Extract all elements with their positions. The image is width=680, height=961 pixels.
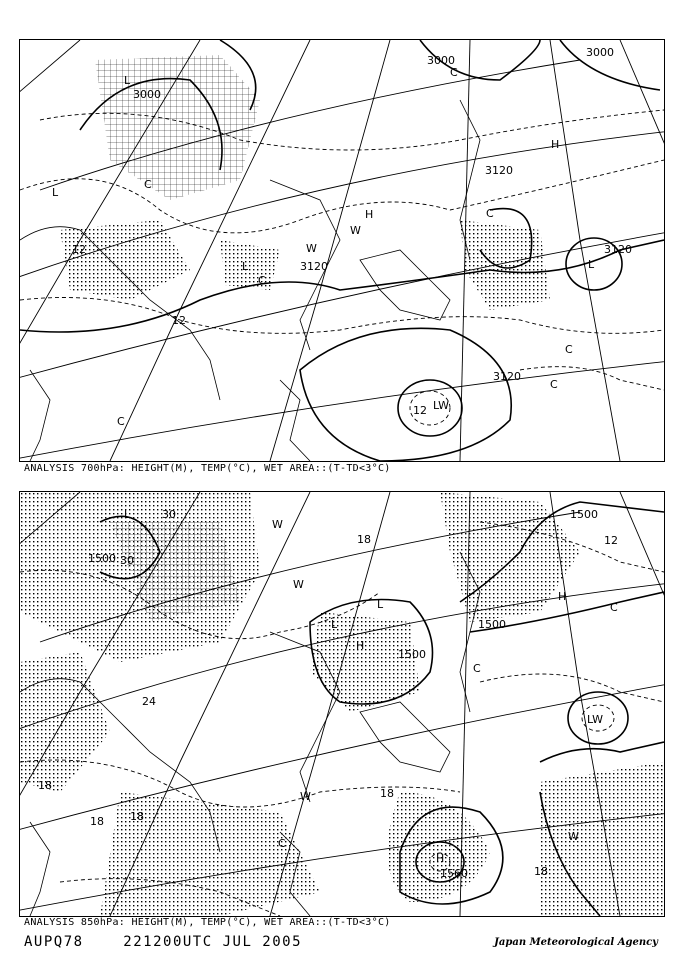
temp-label: C bbox=[610, 601, 618, 614]
height-label: 3000 bbox=[586, 46, 614, 59]
pressure-center: L bbox=[124, 508, 131, 521]
height-label: 3120 bbox=[300, 260, 328, 273]
temp-label: 24 bbox=[142, 695, 156, 708]
temp-label: C bbox=[473, 662, 481, 675]
caption-850hpa: ANALYSIS 850hPa: HEIGHT(M), TEMP(°C), WET AREA::(T-TD<3°C) bbox=[24, 917, 391, 928]
pressure-center: L bbox=[588, 258, 595, 271]
pressure-center: W bbox=[568, 830, 579, 843]
temp-label: 18 bbox=[357, 533, 371, 546]
product-id: AUPQ78 bbox=[24, 934, 84, 950]
height-label: 3000 bbox=[133, 88, 161, 101]
pressure-center: H bbox=[558, 590, 567, 603]
temp-label: 18 bbox=[380, 787, 394, 800]
pressure-center: W bbox=[300, 790, 311, 803]
map-700hpa-svg bbox=[20, 40, 664, 461]
pressure-center: L bbox=[52, 186, 59, 199]
pressure-center: W bbox=[350, 224, 361, 237]
height-label: 1500 bbox=[398, 648, 426, 661]
temp-label: C bbox=[117, 415, 125, 428]
pressure-center: H bbox=[356, 639, 365, 652]
height-label: 3120 bbox=[604, 243, 632, 256]
temp-label: 18 bbox=[38, 779, 52, 792]
agency-credit: Japan Meteorological Agency bbox=[494, 937, 658, 948]
temp-label: C bbox=[278, 837, 286, 850]
height-label: 3120 bbox=[485, 164, 513, 177]
pressure-center: LW bbox=[433, 399, 449, 412]
temp-label: 30 bbox=[120, 554, 134, 567]
height-label: 1500 bbox=[570, 508, 598, 521]
pressure-center: H bbox=[551, 138, 560, 151]
map-panel-700hpa bbox=[19, 39, 665, 462]
height-label: 3000 bbox=[427, 54, 455, 67]
temp-label: 18 bbox=[130, 810, 144, 823]
temp-label: C bbox=[144, 178, 152, 191]
temp-label: C bbox=[486, 207, 494, 220]
pressure-center: W bbox=[272, 518, 283, 531]
pressure-center: L bbox=[377, 598, 384, 611]
temp-label: C bbox=[550, 378, 558, 391]
analysis-timestamp: 221200UTC JUL 2005 bbox=[123, 934, 303, 950]
temp-label: C bbox=[565, 343, 573, 356]
pressure-center: L bbox=[124, 74, 131, 87]
pressure-center: L bbox=[331, 618, 338, 631]
wet-areas bbox=[20, 492, 664, 916]
pressure-center: L bbox=[242, 260, 249, 273]
temp-label: 30 bbox=[162, 508, 176, 521]
height-label: 1500 bbox=[478, 618, 506, 631]
height-label: 1500 bbox=[88, 552, 116, 565]
height-label: 3120 bbox=[493, 370, 521, 383]
temp-label: C bbox=[450, 66, 458, 79]
temp-label: 12 bbox=[604, 534, 618, 547]
temp-label: C bbox=[258, 274, 266, 287]
pressure-center: W bbox=[306, 242, 317, 255]
pressure-center: H bbox=[436, 852, 445, 865]
temp-label: 18 bbox=[534, 865, 548, 878]
pressure-center: LW bbox=[587, 713, 603, 726]
map-850hpa-svg bbox=[20, 492, 664, 916]
product-header bbox=[24, 934, 302, 950]
map-panel-850hpa bbox=[19, 491, 665, 917]
height-label: 1560 bbox=[440, 867, 468, 880]
temp-label: 12 bbox=[413, 404, 427, 417]
temp-label: 18 bbox=[90, 815, 104, 828]
temp-label: 12 bbox=[172, 314, 186, 327]
temp-label: 12 bbox=[72, 243, 86, 256]
pressure-center: W bbox=[293, 578, 304, 591]
pressure-center: H bbox=[365, 208, 374, 221]
caption-700hpa: ANALYSIS 700hPa: HEIGHT(M), TEMP(°C), WET AREA::(T-TD<3°C) bbox=[24, 463, 391, 474]
